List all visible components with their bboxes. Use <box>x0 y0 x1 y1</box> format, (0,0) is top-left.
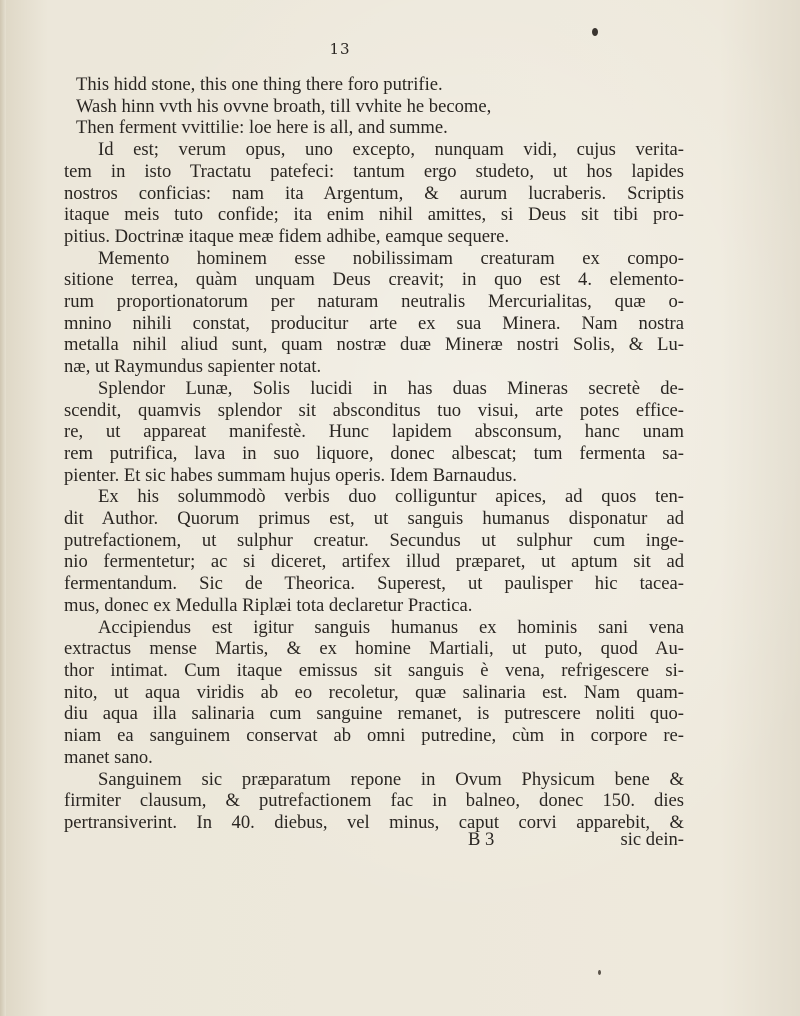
text-line: Ex his solummodò verbis duo colliguntur apices, ad quos ten- <box>98 486 684 508</box>
text-line: diu aqua illa salinaria cum sanguine remanet, is putrescere noliti quo- <box>64 703 684 725</box>
text-line: putrefactionem, ut sulphur creatur. Secundus ut sulphur cum inge- <box>64 529 684 551</box>
text-line: sitione terrea, quàm unquam Deus creavit; in quo est 4. elemento- <box>64 269 684 291</box>
text-line: Wash hinn vvth his ovvne broath, till vvhite he become, <box>76 95 492 117</box>
page-number: 13 <box>329 40 351 58</box>
catchword: sic dein- <box>620 829 684 850</box>
text-line: Memento hominem esse nobilissimam creaturam ex compo- <box>98 247 684 269</box>
text-line: pitius. Doctrinæ itaque meæ fidem adhibe, eamque sequere. <box>64 225 510 247</box>
text-line: manet sano. <box>64 746 153 768</box>
text-line: firmiter clausum, & putrefactionem fac in balneo, donec 150. dies <box>64 790 684 812</box>
text-line: thor intimat. Cum itaque emissus sit sanguis è vena, refrigescere si- <box>64 659 684 681</box>
text-line: niam ea sanguinem conservat ab omni putredine, cùm in corpore re- <box>64 725 684 747</box>
text-line: nito, ut aqua viridis ab eo recoletur, quæ salinaria est. Nam quam- <box>64 681 684 703</box>
text-line: næ, ut Raymundus sapienter notat. <box>64 356 322 378</box>
ink-spot <box>592 28 598 36</box>
text-line: itaque meis tuto confide; ita enim nihil amittes, si Deus sit tibi pro- <box>64 204 684 226</box>
text-line: scendit, quamvis splendor sit absconditus tuo visui, arte potes effice- <box>64 399 684 421</box>
text-line: Splendor Lunæ, Solis lucidi in has duas Mineras secretè de- <box>98 377 684 399</box>
text-line: extractus mense Martis, & ex homine Martiali, ut puto, quod Au- <box>64 638 684 660</box>
text-line: Then ferment vvittilie: loe here is all, and summe. <box>76 117 448 139</box>
text-line: mnino nihili constat, producitur arte ex sua Minera. Nam nostra <box>64 312 684 334</box>
text-line: metalla nihil aliud sunt, quam nostræ duæ Mineræ nostri Solis, & Lu- <box>64 334 684 356</box>
body-text <box>64 74 684 834</box>
text-line: fermentandum. Sic de Theorica. Superest, ut paulisper hic tacea- <box>64 573 684 595</box>
text-line: nio fermentetur; ac si diceret, artifex illud præparet, ut aptum sit ad <box>64 551 684 573</box>
text-line: This hidd stone, this one thing there foro putrifie. <box>76 74 443 95</box>
page-footer <box>64 829 684 853</box>
text-line: re, ut appareat manifestè. Hunc lapidem absconsum, hanc unam <box>64 421 684 443</box>
ink-speck <box>598 970 601 975</box>
text-line: rem putrifica, lava in suo liquore, donec albescat; tum fermenta sa- <box>64 442 684 464</box>
text-line: Id est; verum opus, uno excepto, nunquam vidi, cujus verita- <box>98 139 684 161</box>
text-line: Sanguinem sic præparatum repone in Ovum Physicum bene & <box>98 768 684 790</box>
signature-mark: B 3 <box>468 829 495 850</box>
text-line: tem in isto Tractatu patefeci: tantum ergo studeto, ut hos lapides <box>64 160 684 182</box>
text-line: pienter. Et sic habes summam hujus operis. Idem Barnaudus. <box>64 464 517 486</box>
text-line: rum proportionatorum per naturam neutralis Mercurialitas, quæ o- <box>64 291 684 313</box>
text-line: nostros conficias: nam ita Argentum, & aurum lucraberis. Scriptis <box>64 182 684 204</box>
text-line: pertransiverint. In 40. diebus, vel minus, caput corvi apparebit, & <box>64 811 684 833</box>
text-line: Accipiendus est igitur sanguis humanus ex hominis sani vena <box>98 616 684 638</box>
text-line: dit Author. Quorum primus est, ut sanguis humanus disponatur ad <box>64 508 684 530</box>
page-edge-shadow <box>0 0 6 1016</box>
text-line: mus, donec ex Medulla Riplæi tota declaretur Practica. <box>64 594 473 616</box>
